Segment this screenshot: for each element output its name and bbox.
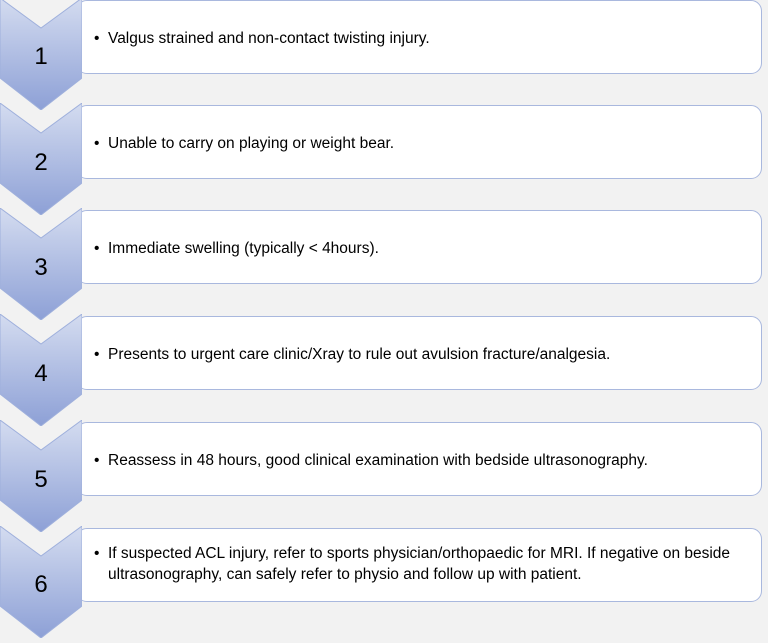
step-5-box bbox=[76, 422, 762, 496]
step-4-number: 4 bbox=[34, 360, 48, 387]
step-1-box bbox=[76, 0, 762, 74]
step-2-number: 2 bbox=[34, 149, 48, 176]
step-5-number: 5 bbox=[34, 466, 48, 493]
step-5-bullet: • Reassess in 48 hours, good clinical examination with bedside ultrasonography. bbox=[94, 450, 754, 471]
step-2-bullet: • Unable to carry on playing or weight bear. bbox=[94, 133, 754, 154]
step-6-bullet: • If suspected ACL injury, refer to sports physician/orthopaedic for MRI. If negative on beside ultrasonography, can safely refer to physio and follow up with patient. bbox=[94, 543, 754, 585]
step-2-box bbox=[76, 105, 762, 179]
step-3-bullet: • Immediate swelling (typically < 4hours). bbox=[94, 238, 754, 259]
step-6-box bbox=[76, 528, 762, 602]
step-1-number: 1 bbox=[34, 43, 48, 70]
step-1-bullet: • Valgus strained and non-contact twisting injury. bbox=[94, 28, 754, 49]
step-4-box bbox=[76, 316, 762, 390]
step-3-number: 3 bbox=[34, 254, 48, 281]
step-4-bullet: • Presents to urgent care clinic/Xray to rule out avulsion fracture/analgesia. bbox=[94, 344, 754, 365]
step-6-number: 6 bbox=[34, 571, 48, 598]
step-3-box bbox=[76, 210, 762, 284]
